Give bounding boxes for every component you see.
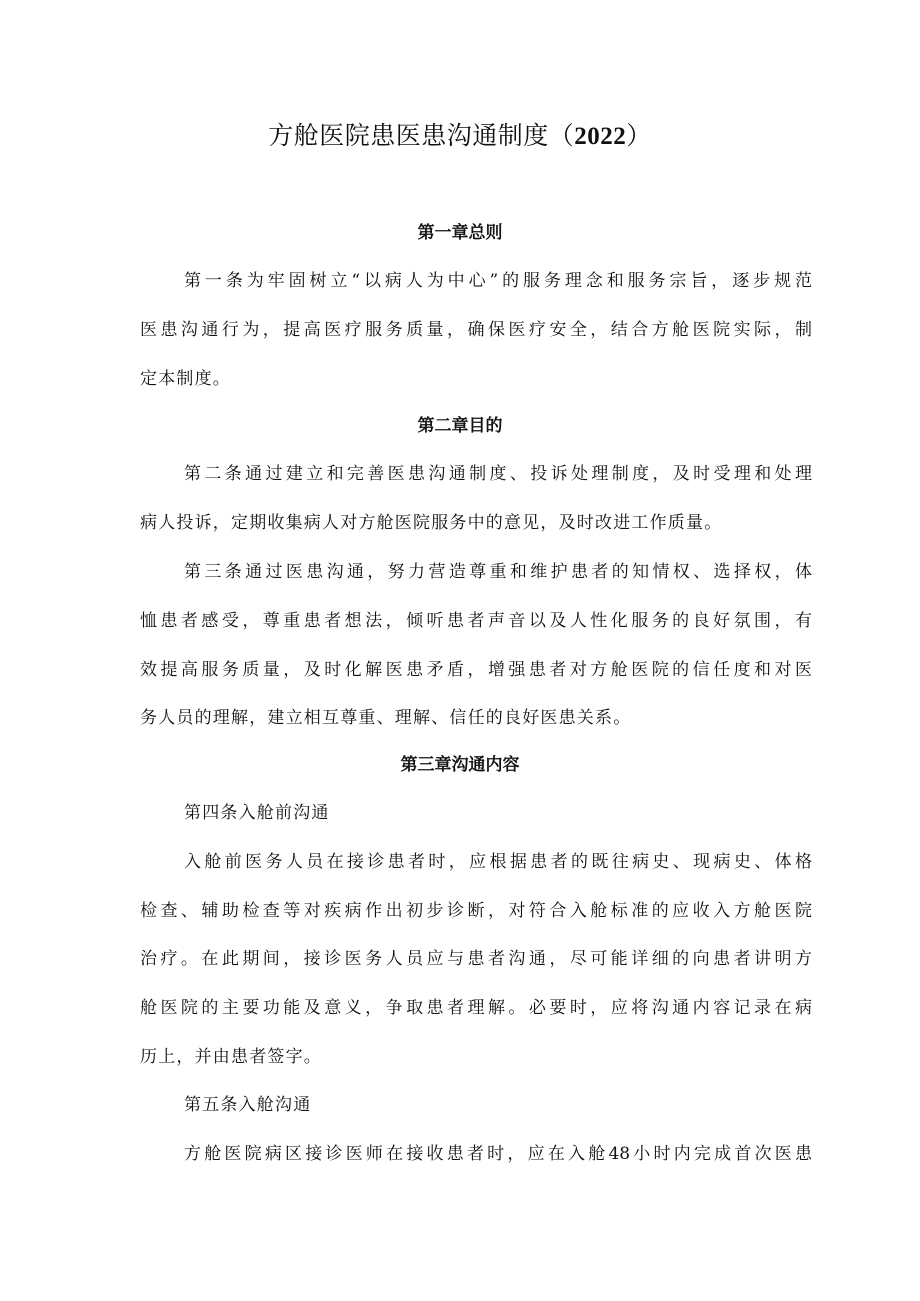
- paragraph-line: 第三条通过医患沟通，努力营造尊重和维护患者的知情权、选择权，体: [184, 562, 812, 582]
- title-close: ）: [626, 121, 652, 150]
- document-title: [0, 118, 920, 155]
- paragraph-line: 方舱医院病区接诊医师在接收患者时，应在入舱48小时内完成首次医患: [184, 1144, 812, 1164]
- paragraph-line: 定本制度。: [140, 369, 231, 389]
- paragraph-line: 舱医院的主要功能及意义，争取患者理解。必要时，应将沟通内容记录在病: [140, 998, 812, 1018]
- chapter-heading-2: 第二章目的: [417, 416, 503, 436]
- paragraph-line: 病人投诉，定期收集病人对方舱医院服务中的意见，及时改进工作质量。: [140, 513, 723, 533]
- title-text: 方舱医院患医患沟通制度（: [268, 121, 575, 150]
- chapter-heading-1: 第一章总则: [417, 223, 503, 243]
- paragraph-line: 医患沟通行为，提高医疗服务质量，确保医疗安全，结合方舱医院实际，制: [140, 320, 812, 340]
- chapter-heading-3: 第三章沟通内容: [400, 755, 520, 775]
- article-heading-4: 第四条入舱前沟通: [184, 803, 330, 823]
- paragraph-line: 历上，并由患者签字。: [140, 1047, 322, 1067]
- paragraph-line: 第二条通过建立和完善医患沟通制度、投诉处理制度，及时受理和处理: [184, 464, 812, 484]
- article-heading-5: 第五条入舱沟通: [184, 1095, 312, 1115]
- paragraph-line: 务人员的理解，建立相互尊重、理解、信任的良好医患关系。: [140, 708, 632, 728]
- paragraph-line: 恤患者感受，尊重患者想法，倾听患者声音以及人性化服务的良好氛围，有: [140, 611, 812, 631]
- paragraph-line: 入舱前医务人员在接诊患者时，应根据患者的既往病史、现病史、体格: [184, 852, 812, 872]
- paragraph-line: 第一条为牢固树立“以病人为中心”的服务理念和服务宗旨，逐步规范: [184, 271, 812, 291]
- paragraph-line: 检查、辅助检查等对疾病作出初步诊断，对符合入舱标准的应收入方舱医院: [140, 901, 812, 921]
- paragraph-line: 效提高服务质量，及时化解医患矛盾，增强患者对方舱医院的信任度和对医: [140, 660, 812, 680]
- title-year: 2022: [574, 123, 627, 150]
- paragraph-line: 治疗。在此期间，接诊医务人员应与患者沟通，尽可能详细的向患者讲明方: [140, 949, 812, 969]
